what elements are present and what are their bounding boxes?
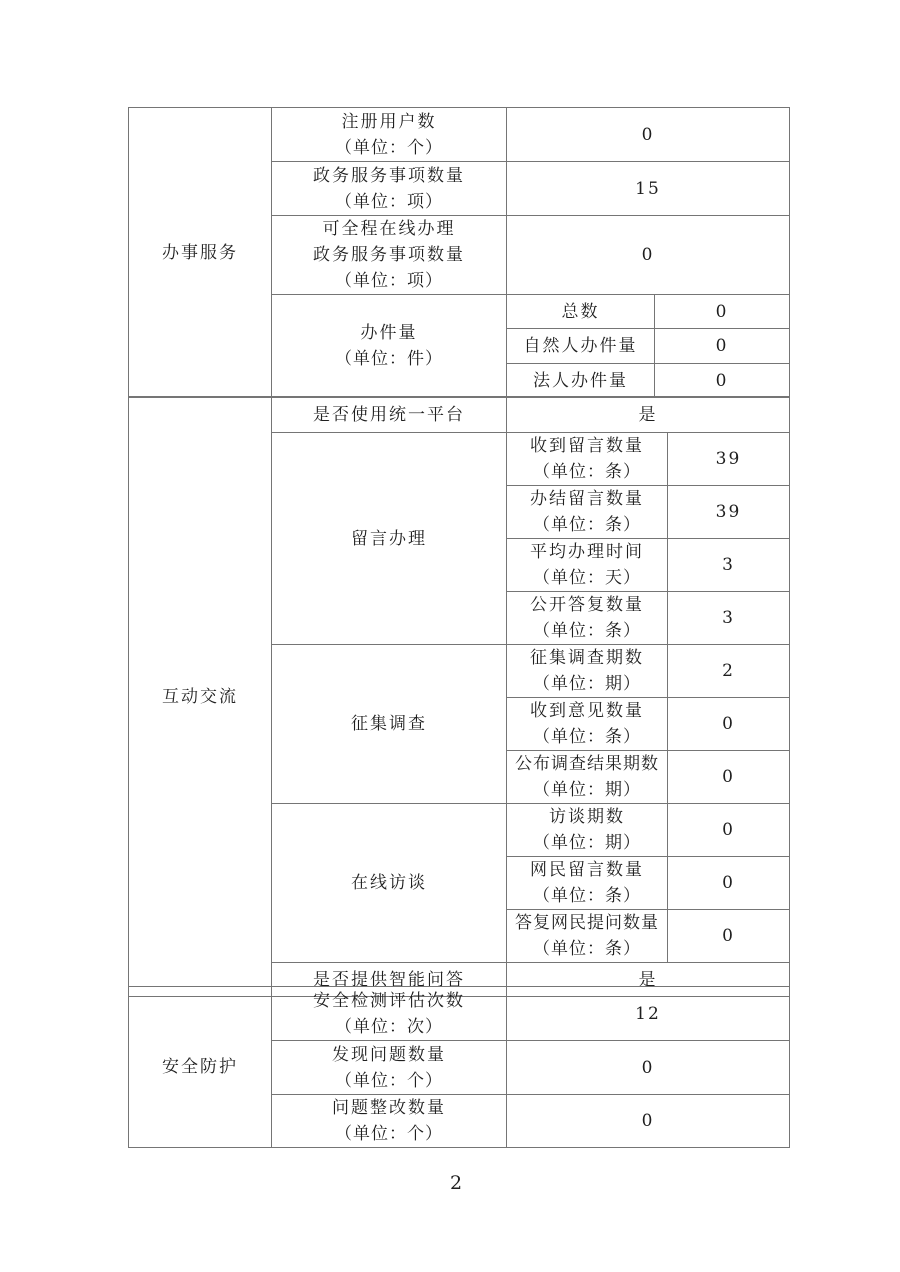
metric-value: 15 xyxy=(507,162,790,216)
submetric-label-cell xyxy=(507,592,668,645)
section-category-security xyxy=(129,987,272,1148)
submetric-label-cell xyxy=(507,698,668,751)
submetric-label: 公开答复数量 xyxy=(530,595,644,615)
group-label: 征集调查 xyxy=(272,645,507,804)
metric-label: 是否提供智能问答 xyxy=(272,963,507,997)
submetric-unit: （单位：条） xyxy=(533,515,641,535)
submetric-value: 0 xyxy=(668,698,790,751)
submetric-label-cell xyxy=(507,486,668,539)
metric-label: 安全检测评估次数 xyxy=(313,990,465,1011)
submetric-label: 网民留言数量 xyxy=(530,860,644,880)
metric-label: 是否使用统一平台 xyxy=(272,397,507,433)
metric-label: 可全程在线办理 xyxy=(322,219,456,239)
submetric-unit: （单位：条） xyxy=(533,886,641,906)
submetric-value: 0 xyxy=(655,364,790,398)
metric-label: 问题整改数量 xyxy=(332,1098,446,1118)
metric-value: 0 xyxy=(507,1041,790,1095)
submetric-label-cell xyxy=(507,645,668,698)
section-category-service xyxy=(129,108,272,398)
table-section-security xyxy=(128,986,790,1148)
submetric-unit: （单位：期） xyxy=(533,833,641,853)
submetric-value: 0 xyxy=(668,857,790,910)
submetric-value: 3 xyxy=(668,539,790,592)
metric-value: 12 xyxy=(507,987,790,1041)
table-section-service xyxy=(128,107,790,398)
submetric-value: 0 xyxy=(668,910,790,963)
submetric-label-cell xyxy=(507,433,668,486)
submetric-unit: （单位：条） xyxy=(533,462,641,482)
metric-label-cell xyxy=(272,216,507,295)
metric-label-cell xyxy=(272,987,507,1041)
submetric-label-cell xyxy=(507,804,668,857)
submetric-value: 2 xyxy=(668,645,790,698)
submetric-value: 3 xyxy=(668,592,790,645)
submetric-label: 自然人办件量 xyxy=(507,329,655,364)
metric-label-cell xyxy=(272,1041,507,1095)
submetric-label: 总数 xyxy=(507,295,655,329)
submetric-value: 0 xyxy=(668,804,790,857)
submetric-label-cell xyxy=(507,539,668,592)
category-label: 安全防护 xyxy=(162,1057,238,1077)
table-row xyxy=(129,987,790,1041)
metric-value: 是 xyxy=(507,963,790,997)
group-label: 在线访谈 xyxy=(272,804,507,963)
submetric-unit: （单位：天） xyxy=(533,568,641,588)
table-row xyxy=(129,108,790,162)
metric-label: 政务服务事项数量 xyxy=(313,165,465,186)
table-row xyxy=(129,397,790,433)
table-section-interaction xyxy=(128,396,790,997)
submetric-label: 访谈期数 xyxy=(549,807,625,827)
submetric-label: 收到留言数量 xyxy=(530,436,644,456)
group-unit: （单位：件） xyxy=(335,349,443,369)
category-label: 互动交流 xyxy=(162,686,238,707)
metric-label-cell xyxy=(272,162,507,216)
submetric-value: 0 xyxy=(655,329,790,364)
metric-value: 是 xyxy=(507,397,790,433)
submetric-label: 收到意见数量 xyxy=(530,701,644,721)
submetric-value: 0 xyxy=(655,295,790,329)
metric-unit: （单位：次） xyxy=(335,1016,443,1037)
metric-label-cell xyxy=(272,108,507,162)
submetric-label-cell xyxy=(507,910,668,963)
submetric-label-cell xyxy=(507,751,668,804)
metric-label-cell xyxy=(272,1095,507,1148)
metric-unit: （单位：个） xyxy=(335,1124,443,1144)
metric-value: 0 xyxy=(507,108,790,162)
metric-unit: （单位：个） xyxy=(335,137,443,158)
category-label: 办事服务 xyxy=(162,242,238,263)
metric-unit: （单位：项） xyxy=(335,191,443,212)
metric-label: 注册用户数 xyxy=(341,111,437,132)
submetric-label: 法人办件量 xyxy=(507,364,655,398)
submetric-label: 公布调查结果期数 xyxy=(515,754,659,774)
submetric-value: 0 xyxy=(668,751,790,804)
submetric-unit: （单位：期） xyxy=(533,674,641,694)
submetric-unit: （单位：条） xyxy=(533,939,641,959)
metric-label: 政务服务事项数量 xyxy=(313,245,465,265)
section-category-interaction xyxy=(129,397,272,997)
group-label: 留言办理 xyxy=(272,433,507,645)
metric-unit: （单位：个） xyxy=(335,1070,443,1091)
submetric-label-cell xyxy=(507,857,668,910)
metric-value: 0 xyxy=(507,1095,790,1148)
metric-label: 发现问题数量 xyxy=(332,1044,446,1065)
submetric-unit: （单位：条） xyxy=(533,727,641,747)
group-label-cell xyxy=(272,295,507,398)
submetric-label: 平均办理时间 xyxy=(530,542,644,562)
submetric-label: 办结留言数量 xyxy=(530,489,644,509)
submetric-unit: （单位：期） xyxy=(533,780,641,800)
submetric-label: 征集调查期数 xyxy=(530,648,644,668)
metric-unit: （单位：项） xyxy=(335,271,443,291)
submetric-unit: （单位：条） xyxy=(533,621,641,641)
submetric-label: 答复网民提问数量 xyxy=(515,913,659,933)
metric-value: 0 xyxy=(507,216,790,295)
submetric-value: 39 xyxy=(668,433,790,486)
group-label: 办件量 xyxy=(360,323,418,343)
submetric-value: 39 xyxy=(668,486,790,539)
page-number: 2 xyxy=(449,1172,463,1194)
